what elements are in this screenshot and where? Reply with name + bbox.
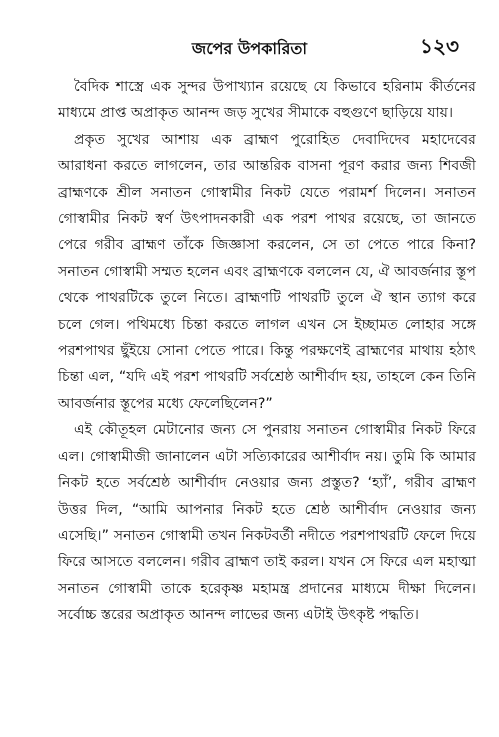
paragraph-conclusion: এই কৌতূহল মেটানোর জন্য সে পুনরায় সনাতন গোস্বামীর নিকট ফিরে এল। গোস্বামীজী জানালেন এটা সত্যিকারের আশীর্বাদ নয়। তুমি কি আমার নিকট হতে সর্বশ্রেষ্ঠ আশীর্বাদ নেওয়ার জন্য প্রস্তুত? ‘হ্যাঁ’, গরীব ব্রাহ্মণ উত্তর দিল, “আমি আপনার নিকট হতে শ্রেষ্ঠ আশীর্বাদ নেওয়ার জন্য এসেছি।” সনাতন গোস্বামী তখন নিকটবর্তী নদীতে পরশপাথরটি ফেলে দিয়ে ফিরে আসতে বললেন। গরীব ব্রাহ্মণ তাই করল। যখন সে ফিরে এল মহাত্মা সনাতন গোস্বামী তাকে হরেকৃষ্ণ মহামন্ত্র প্রদানের মাধ্যমে দীক্ষা দিলেন। সর্বোচ্চ স্তরের অপ্রাকৃত আনন্দ লাভের জন্য এটাই উৎকৃষ্ট পদ্ধতি। — [58, 422, 476, 624]
body-text — [58, 74, 476, 629]
page-header — [0, 30, 499, 60]
running-title: জপের উপকারিতা — [191, 39, 308, 58]
paragraph-story: প্রকৃত সুখের আশায় এক ব্রাহ্মণ পুরোহিত দেবাদিদেব মহাদেবের আরাধনা করতে লাগলেন, তার আন্তরিক বাসনা পূরণ করার জন্য শিবজী ব্রাহ্মণকে শ্রীল সনাতন গোস্বামীর নিকট যেতে পরামর্শ দিলেন। সনাতন গোস্বামীর নিকট স্বর্ণ উৎপাদনকারী এক পরশ পাথর রয়েছে, তা জানতে পেরে গরীব ব্রাহ্মণ তাঁকে জিজ্ঞাসা করলেন, সে তা পেতে পারে কিনা? সনাতন গোস্বামী সম্মত হলেন এবং ব্রাহ্মণকে বললেন যে, ঐ আবর্জনার স্তূপ থেকে পাথরটিকে তুলে নিতে। ব্রাহ্মণটি পাথরটি তুলে ঐ স্থান ত্যাগ করে চলে গেল। পথিমধ্যে চিন্তা করতে লাগল এখন সে ইচ্ছামত লোহার সঙ্গে পরশপাথর ছুঁইয়ে সোনা পেতে পারে। কিন্তু পরক্ষণেই ব্রাহ্মণের মাথায় হঠাৎ চিন্তা এল, “যদি এই পরশ পাথরটি সর্বশ্রেষ্ঠ আশীর্বাদ হয়, তাহলে কেন তিনি আবর্জনার স্তূপের মধ্যে ফেলেছিলেন?” — [58, 131, 476, 412]
page-number: ১২৩ — [420, 34, 459, 58]
paragraph-intro: বৈদিক শাস্ত্রে এক সুন্দর উপাখ্যান রয়েছে যে কিভাবে হরিনাম কীর্তনের মাধ্যমে প্রাপ্ত অপ্রাকৃত আনন্দ জড় সুখের সীমাকে বহুগুণে ছাড়িয়ে যায়। — [58, 79, 476, 122]
